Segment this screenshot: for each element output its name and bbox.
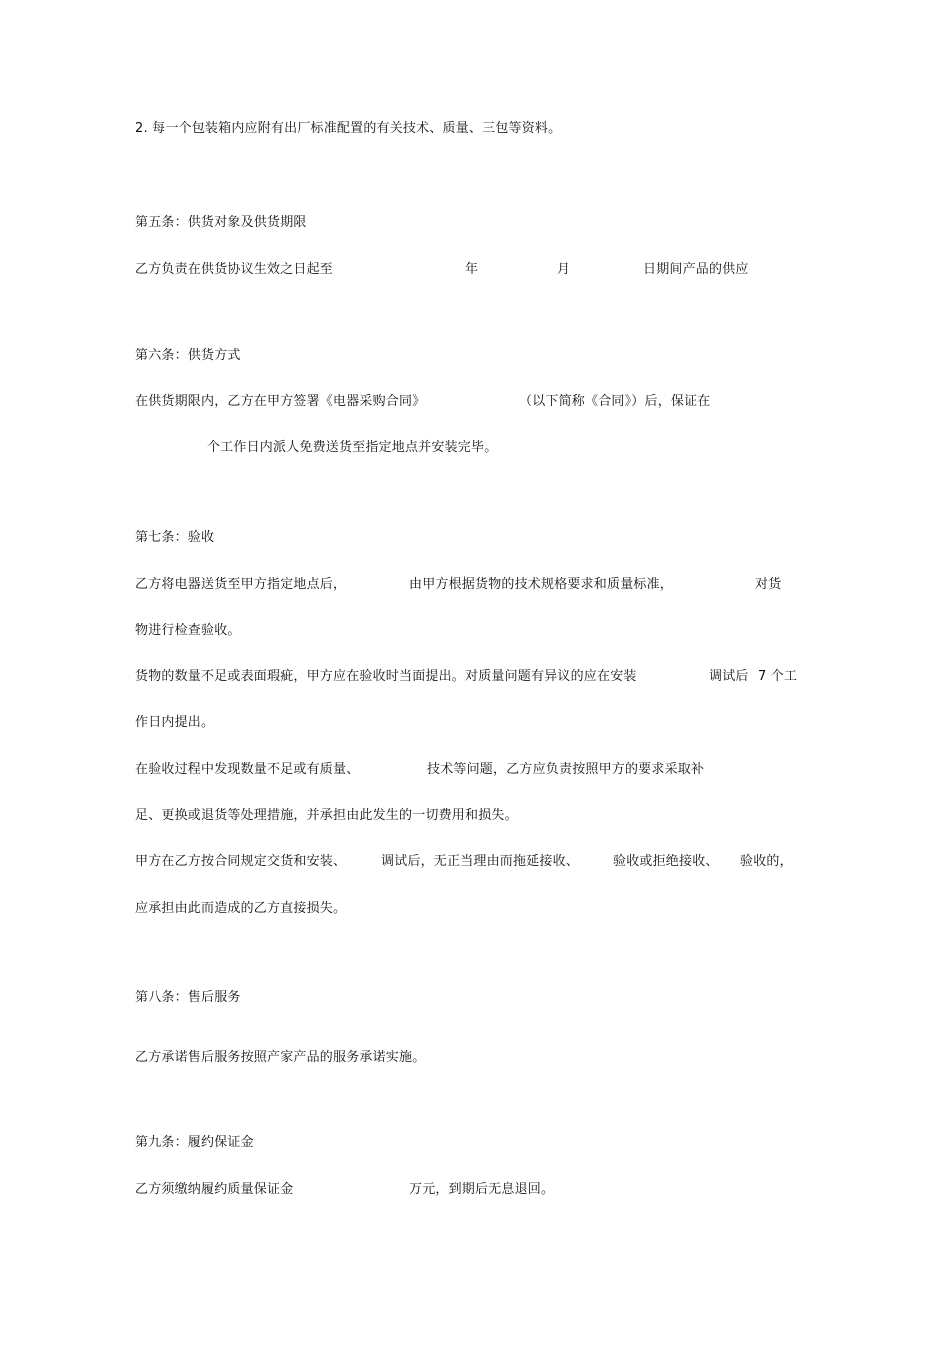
section-6-line-1-end: （以下简称《合同》）后，保证在 [519,394,711,409]
section-5-year-label: 年 [465,262,479,277]
section-5-month-label: 月 [557,262,571,277]
section-7-p4-part-d: 验收的， [740,854,793,869]
section-7-p1-part-a: 乙方将电器送货至甲方指定地点后， [135,577,347,592]
section-5-heading: 第五条：供货对象及供货期限 [135,215,307,230]
section-7-p4-part-c: 验收或拒绝接收、 [613,854,719,869]
section-7-p1-part-c: 对货 [755,577,782,592]
section-7-p2-part-c: 7 个工 [758,669,798,684]
section-8-line-1: 乙方承诺售后服务按照产家产品的服务承诺实施。 [135,1050,426,1065]
section-7-p4-part-a: 甲方在乙方按合同规定交货和安装、 [135,854,347,869]
section-9-heading: 第九条：履约保证金 [135,1135,254,1150]
section-6-line-2: 个工作日内派人免费送货至指定地点并安装完毕。 [207,440,498,455]
section-6-line-1-start: 在供货期限内，乙方在甲方签署《电器采购合同》 [135,394,426,409]
section-5-line-1-start: 乙方负责在供货协议生效之日起至 [135,262,334,277]
section-7-p1-part-d: 物进行检查验收。 [135,623,241,638]
section-7-p3-part-b: 技术等问题，乙方应负责按照甲方的要求采取补 [427,762,705,777]
section-7-p1-part-b: 由甲方根据货物的技术规格要求和质量标准， [409,577,674,592]
section-7-p2-part-d: 作日内提出。 [135,715,215,730]
section-9-line-1-end: 万元，到期后无息退回。 [409,1182,555,1197]
item-2-text: 2. 每一个包装箱内应附有出厂标准配置的有关技术、质量、三包等资料。 [135,121,562,136]
section-7-heading: 第七条：验收 [135,530,215,545]
section-6-heading: 第六条：供货方式 [135,348,241,363]
section-5-line-1-end: 日期间产品的供应 [643,262,749,277]
section-7-p3-part-a: 在验收过程中发现数量不足或有质量、 [135,762,360,777]
section-8-heading: 第八条：售后服务 [135,990,241,1005]
section-7-p4-part-b: 调试后，无正当理由而拖延接收、 [381,854,580,869]
section-7-p2-part-a: 货物的数量不足或表面瑕疵，甲方应在验收时当面提出。对质量问题有异议的应在安装 [135,669,637,684]
section-9-line-1-start: 乙方须缴纳履约质量保证金 [135,1182,294,1197]
section-7-p2-part-b: 调试后 [709,669,749,684]
section-7-p4-part-e: 应承担由此而造成的乙方直接损失。 [135,901,347,916]
section-7-p3-part-c: 足、更换或退货等处理措施，并承担由此发生的一切费用和损失。 [135,808,518,823]
